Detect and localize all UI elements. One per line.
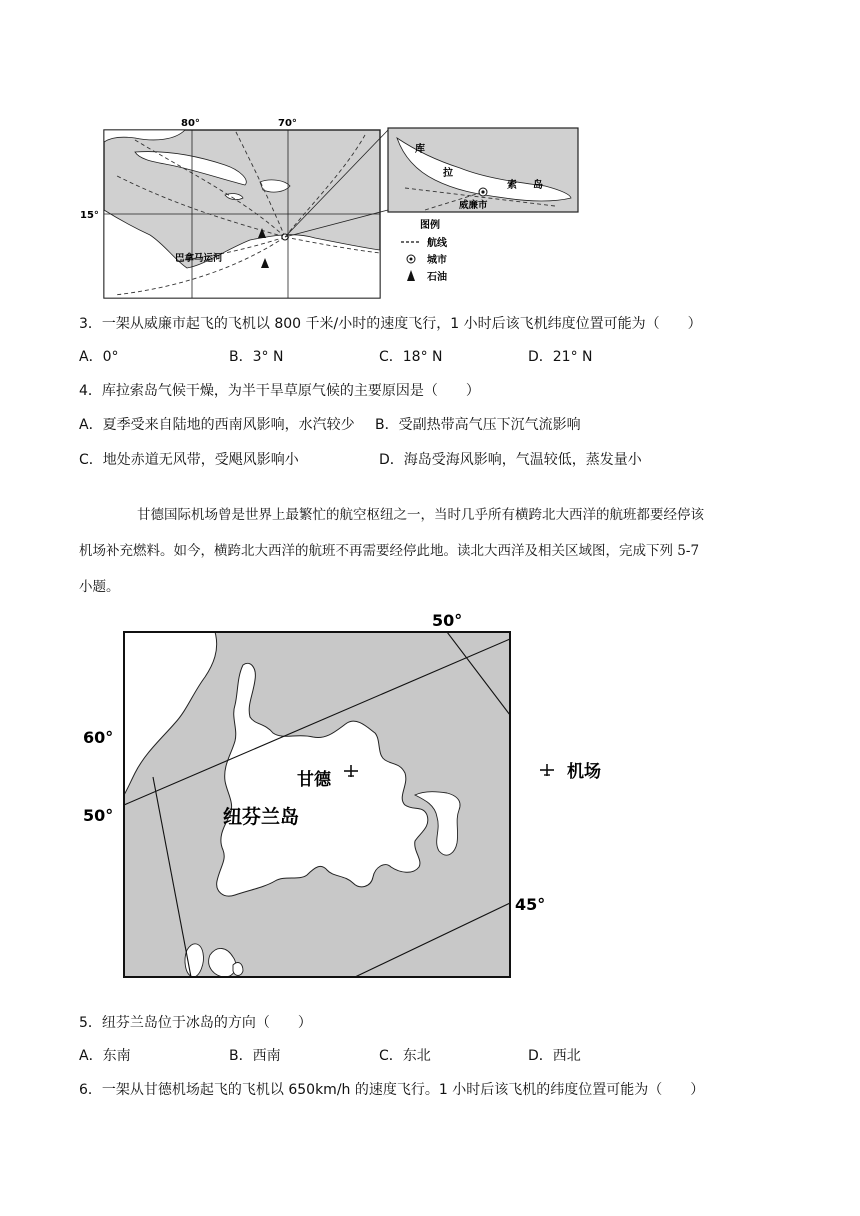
q4-option-b[interactable]: B．受副热带高气压下沉气流影响 — [375, 417, 581, 433]
gander-label: 甘德 — [297, 770, 331, 790]
inset-label-suo: 索 — [507, 180, 517, 191]
lon-70-label: 70° — [278, 118, 297, 129]
canal-label: 巴拿马运河 — [175, 253, 223, 264]
q5-option-a[interactable]: A．东南 — [79, 1048, 131, 1064]
question-5-stem: 5．纽芬兰岛位于冰岛的方向（ ） — [79, 1015, 312, 1031]
q5-option-c[interactable]: C．东北 — [379, 1048, 431, 1064]
legend-airport-label: 机场 — [567, 762, 601, 782]
q4-option-d[interactable]: D．海岛受海风影响，气温较低，蒸发量小 — [379, 452, 642, 468]
q3-option-a[interactable]: A．0° — [79, 349, 119, 365]
lat-15-label: 15° — [80, 210, 99, 221]
question-4-stem: 4．库拉索岛气候干燥，为半干旱草原气候的主要原因是（ ） — [79, 383, 480, 399]
question-3-stem: 3．一架从威廉市起飞的飞机以 800 千米/小时的速度飞行，1 小时后该飞机纬度位置可能为（ ） — [79, 316, 702, 332]
city-icon-dot — [481, 190, 484, 193]
legend-airport-icon — [540, 764, 554, 776]
q5-option-b[interactable]: B．西南 — [229, 1048, 281, 1064]
passage-line-2: 机场补充燃料。如今，横跨北大西洋的航班不再需要经停此地。读北大西洋及相关区域图，完成下列 5-7 — [79, 543, 700, 559]
island-label: 纽芬兰岛 — [223, 806, 300, 828]
q5-option-d[interactable]: D．西北 — [528, 1048, 581, 1064]
lat-45-label: 45° — [515, 895, 546, 914]
passage-line-1: 甘德国际机场曾是世界上最繁忙的航空枢纽之一，当时几乎所有横跨北大西洋的航班都要经停该 — [137, 507, 704, 523]
legend-oil-label: 石油 — [427, 272, 447, 283]
caribbean-map — [75, 110, 585, 305]
newfoundland-map — [75, 605, 635, 985]
lon-50-label: 50° — [432, 611, 463, 630]
passage-line-3: 小题。 — [79, 579, 120, 595]
small-island — [233, 963, 243, 976]
q3-option-d[interactable]: D．21° N — [528, 349, 593, 365]
legend-city-label: 城市 — [427, 255, 447, 266]
inset-label-ku: 库 — [415, 144, 425, 155]
legend-city-dot — [410, 258, 413, 261]
q4-option-a[interactable]: A．夏季受来自陆地的西南风影响，水汽较少 — [79, 417, 355, 433]
inset-label-la: 拉 — [443, 168, 453, 179]
inset-city-label: 威廉市 — [459, 200, 488, 211]
q4-option-c[interactable]: C．地处赤道无风带，受飓风影响小 — [79, 452, 299, 468]
lat-50-label: 50° — [83, 806, 114, 825]
lat-60-label: 60° — [83, 728, 114, 747]
question-6-stem: 6．一架从甘德机场起飞的飞机以 650km/h 的速度飞行。1 小时后该飞机的纬度位置可能为（ ） — [79, 1082, 705, 1098]
legend-title: 图例 — [420, 220, 440, 231]
legend-oil-icon — [407, 270, 415, 281]
q3-option-c[interactable]: C．18° N — [379, 349, 443, 365]
inset-label-dao: 岛 — [533, 180, 543, 191]
legend-route-label: 航线 — [427, 238, 447, 249]
q3-option-b[interactable]: B．3° N — [229, 349, 284, 365]
lon-80-label: 80° — [181, 118, 200, 129]
